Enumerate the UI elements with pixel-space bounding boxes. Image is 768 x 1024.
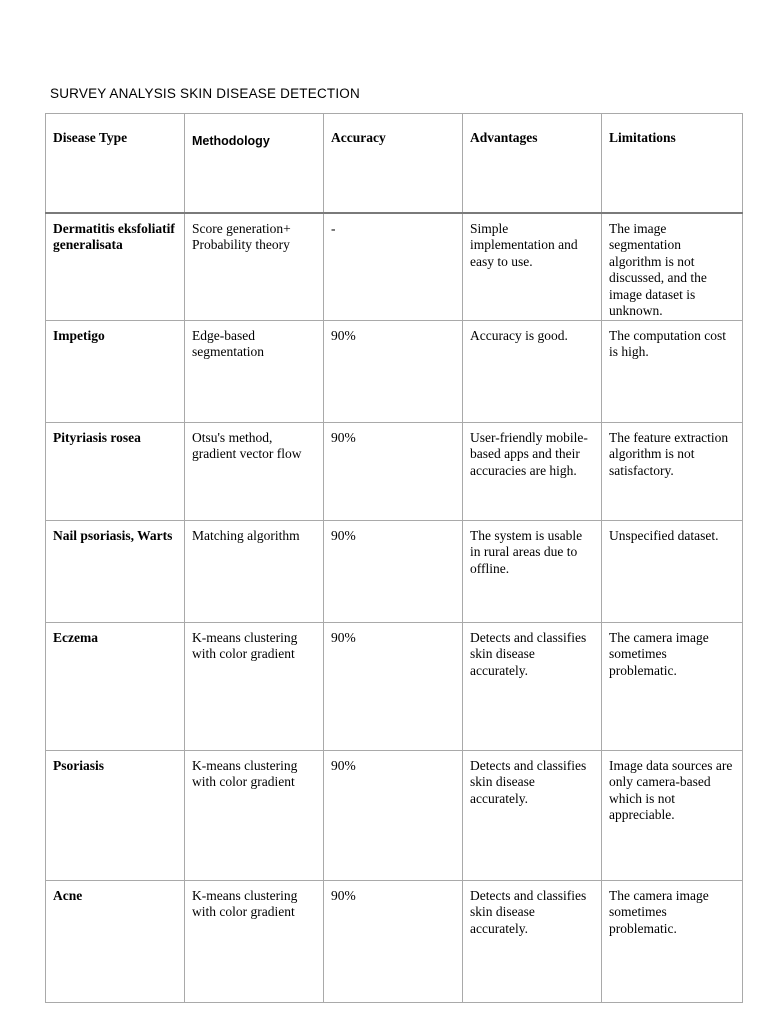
methodology-cell: K-means clustering with color gradient xyxy=(185,880,324,1002)
methodology-cell: Edge-based segmentation xyxy=(185,320,324,422)
disease-cell: Impetigo xyxy=(46,320,185,422)
disease-cell: Dermatitis eksfoliatif generalisata xyxy=(46,213,185,321)
disease-cell: Psoriasis xyxy=(46,750,185,880)
methodology-cell: K-means clustering with color gradient xyxy=(185,750,324,880)
table-row xyxy=(46,622,743,750)
accuracy-cell: 90% xyxy=(324,622,463,750)
limitations-cell: The image segmentation algorithm is not discussed, and the image dataset is unknown. xyxy=(602,213,743,321)
header-methodology: Methodology xyxy=(185,114,324,213)
table-row xyxy=(46,520,743,622)
limitations-cell: The camera image sometimes problematic. xyxy=(602,622,743,750)
table-row xyxy=(46,750,743,880)
accuracy-cell: 90% xyxy=(324,422,463,520)
disease-cell: Eczema xyxy=(46,622,185,750)
table-row xyxy=(46,880,743,1002)
disease-cell: Pityriasis rosea xyxy=(46,422,185,520)
table-header xyxy=(46,114,743,213)
limitations-cell: The feature extraction algorithm is not satisfactory. xyxy=(602,422,743,520)
table-row xyxy=(46,422,743,520)
accuracy-cell: 90% xyxy=(324,880,463,1002)
table-row xyxy=(46,213,743,321)
disease-cell: Nail psoriasis, Warts xyxy=(46,520,185,622)
disease-cell: Acne xyxy=(46,880,185,1002)
limitations-cell: Image data sources are only camera-based which is not appreciable. xyxy=(602,750,743,880)
methodology-cell: K-means clustering with color gradient xyxy=(185,622,324,750)
accuracy-cell: 90% xyxy=(324,520,463,622)
document-title: SURVEY ANALYSIS SKIN DISEASE DETECTION xyxy=(50,86,360,101)
accuracy-cell: - xyxy=(324,213,463,321)
header-row xyxy=(46,114,743,213)
accuracy-cell: 90% xyxy=(324,320,463,422)
survey-table xyxy=(45,113,743,1003)
accuracy-cell: 90% xyxy=(324,750,463,880)
advantages-cell: User-friendly mobile-based apps and their accuracies are high. xyxy=(463,422,602,520)
advantages-cell: Detects and classifies skin disease accurately. xyxy=(463,750,602,880)
header-advantages: Advantages xyxy=(463,114,602,213)
advantages-cell: Simple implementation and easy to use. xyxy=(463,213,602,321)
advantages-cell: The system is usable in rural areas due to offline. xyxy=(463,520,602,622)
limitations-cell: The computation cost is high. xyxy=(602,320,743,422)
header-disease-type: Disease Type xyxy=(46,114,185,213)
methodology-cell: Score generation+ Probability theory xyxy=(185,213,324,321)
methodology-cell: Otsu's method, gradient vector flow xyxy=(185,422,324,520)
advantages-cell: Accuracy is good. xyxy=(463,320,602,422)
table-body xyxy=(46,213,743,1003)
header-accuracy: Accuracy xyxy=(324,114,463,213)
methodology-cell: Matching algorithm xyxy=(185,520,324,622)
advantages-cell: Detects and classifies skin disease accurately. xyxy=(463,622,602,750)
limitations-cell: Unspecified dataset. xyxy=(602,520,743,622)
advantages-cell: Detects and classifies skin disease accurately. xyxy=(463,880,602,1002)
limitations-cell: The camera image sometimes problematic. xyxy=(602,880,743,1002)
header-limitations: Limitations xyxy=(602,114,743,213)
table-row xyxy=(46,320,743,422)
